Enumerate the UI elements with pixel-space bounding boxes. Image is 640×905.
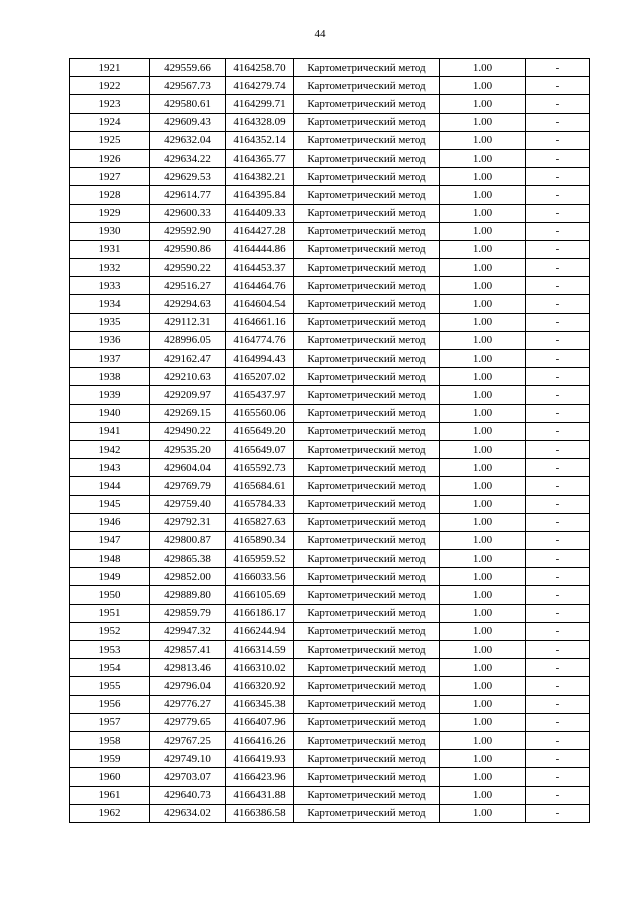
method-cell: Картометрический метод [294,277,440,295]
point-number-cell: 1927 [70,168,150,186]
description-cell: - [526,622,590,640]
description-cell: - [526,204,590,222]
x-coordinate-cell: 429209.97 [150,386,226,404]
table-row [70,186,590,204]
x-coordinate-cell: 429852.00 [150,568,226,586]
accuracy-cell: 1.00 [440,677,526,695]
x-coordinate-cell: 429796.04 [150,677,226,695]
x-coordinate-cell: 429592.90 [150,222,226,240]
table-row [70,59,590,77]
method-cell: Картометрический метод [294,586,440,604]
x-coordinate-cell: 429490.22 [150,422,226,440]
y-coordinate-cell: 4164994.43 [226,350,294,368]
method-cell: Картометрический метод [294,768,440,786]
point-number-cell: 1936 [70,331,150,349]
table-row [70,568,590,586]
x-coordinate-cell: 429604.04 [150,459,226,477]
description-cell: - [526,77,590,95]
table-row [70,495,590,513]
x-coordinate-cell: 429634.02 [150,804,226,822]
description-cell: - [526,586,590,604]
description-cell: - [526,550,590,568]
description-cell: - [526,459,590,477]
point-number-cell: 1943 [70,459,150,477]
description-cell: - [526,131,590,149]
point-number-cell: 1961 [70,786,150,804]
point-number-cell: 1952 [70,622,150,640]
accuracy-cell: 1.00 [440,350,526,368]
table-row [70,786,590,804]
method-cell: Картометрический метод [294,404,440,422]
method-cell: Картометрический метод [294,440,440,458]
x-coordinate-cell: 429749.10 [150,750,226,768]
y-coordinate-cell: 4164453.37 [226,259,294,277]
table-row [70,240,590,258]
accuracy-cell: 1.00 [440,168,526,186]
accuracy-cell: 1.00 [440,768,526,786]
y-coordinate-cell: 4165784.33 [226,495,294,513]
accuracy-cell: 1.00 [440,750,526,768]
y-coordinate-cell: 4166407.96 [226,713,294,731]
method-cell: Картометрический метод [294,804,440,822]
accuracy-cell: 1.00 [440,531,526,549]
table-row [70,750,590,768]
x-coordinate-cell: 429947.32 [150,622,226,640]
y-coordinate-cell: 4165827.63 [226,513,294,531]
description-cell: - [526,277,590,295]
method-cell: Картометрический метод [294,513,440,531]
method-cell: Картометрический метод [294,259,440,277]
table-row [70,586,590,604]
x-coordinate-cell: 429535.20 [150,440,226,458]
point-number-cell: 1937 [70,350,150,368]
accuracy-cell: 1.00 [440,386,526,404]
point-number-cell: 1958 [70,731,150,749]
x-coordinate-cell: 429590.86 [150,240,226,258]
description-cell: - [526,604,590,622]
description-cell: - [526,513,590,531]
point-number-cell: 1959 [70,750,150,768]
table-row [70,459,590,477]
point-number-cell: 1944 [70,477,150,495]
x-coordinate-cell: 429859.79 [150,604,226,622]
method-cell: Картометрический метод [294,222,440,240]
description-cell: - [526,731,590,749]
y-coordinate-cell: 4166320.92 [226,677,294,695]
point-number-cell: 1931 [70,240,150,258]
point-number-cell: 1962 [70,804,150,822]
point-number-cell: 1929 [70,204,150,222]
accuracy-cell: 1.00 [440,440,526,458]
description-cell: - [526,386,590,404]
x-coordinate-cell: 429759.40 [150,495,226,513]
method-cell: Картометрический метод [294,695,440,713]
y-coordinate-cell: 4164328.09 [226,113,294,131]
method-cell: Картометрический метод [294,368,440,386]
table-row [70,331,590,349]
description-cell: - [526,331,590,349]
accuracy-cell: 1.00 [440,641,526,659]
point-number-cell: 1948 [70,550,150,568]
table-row [70,604,590,622]
y-coordinate-cell: 4166105.69 [226,586,294,604]
point-number-cell: 1945 [70,495,150,513]
method-cell: Картометрический метод [294,204,440,222]
description-cell: - [526,350,590,368]
x-coordinate-cell: 429813.46 [150,659,226,677]
table-row [70,768,590,786]
description-cell: - [526,295,590,313]
y-coordinate-cell: 4164661.16 [226,313,294,331]
method-cell: Картометрический метод [294,495,440,513]
description-cell: - [526,750,590,768]
x-coordinate-cell: 429210.63 [150,368,226,386]
accuracy-cell: 1.00 [440,568,526,586]
method-cell: Картометрический метод [294,313,440,331]
x-coordinate-cell: 429792.31 [150,513,226,531]
method-cell: Картометрический метод [294,786,440,804]
accuracy-cell: 1.00 [440,259,526,277]
table-row [70,149,590,167]
description-cell: - [526,695,590,713]
y-coordinate-cell: 4165959.52 [226,550,294,568]
table-row [70,168,590,186]
table-row [70,440,590,458]
point-number-cell: 1949 [70,568,150,586]
point-number-cell: 1925 [70,131,150,149]
accuracy-cell: 1.00 [440,131,526,149]
table-row [70,295,590,313]
method-cell: Картометрический метод [294,186,440,204]
y-coordinate-cell: 4164352.14 [226,131,294,149]
accuracy-cell: 1.00 [440,149,526,167]
table-row [70,368,590,386]
method-cell: Картометрический метод [294,750,440,768]
accuracy-cell: 1.00 [440,204,526,222]
table-row [70,550,590,568]
table-row [70,804,590,822]
point-number-cell: 1956 [70,695,150,713]
point-number-cell: 1935 [70,313,150,331]
table-row [70,77,590,95]
point-number-cell: 1933 [70,277,150,295]
accuracy-cell: 1.00 [440,313,526,331]
point-number-cell: 1950 [70,586,150,604]
table-row [70,95,590,113]
method-cell: Картометрический метод [294,641,440,659]
y-coordinate-cell: 4165684.61 [226,477,294,495]
table-row [70,277,590,295]
method-cell: Картометрический метод [294,350,440,368]
description-cell: - [526,222,590,240]
x-coordinate-cell: 429857.41 [150,641,226,659]
point-number-cell: 1922 [70,77,150,95]
point-number-cell: 1921 [70,59,150,77]
x-coordinate-cell: 429634.22 [150,149,226,167]
y-coordinate-cell: 4164604.54 [226,295,294,313]
y-coordinate-cell: 4164427.28 [226,222,294,240]
method-cell: Картометрический метод [294,240,440,258]
table-row [70,477,590,495]
y-coordinate-cell: 4165592.73 [226,459,294,477]
x-coordinate-cell: 429580.61 [150,95,226,113]
accuracy-cell: 1.00 [440,368,526,386]
description-cell: - [526,259,590,277]
y-coordinate-cell: 4164774.76 [226,331,294,349]
method-cell: Картометрический метод [294,386,440,404]
x-coordinate-cell: 429294.63 [150,295,226,313]
point-number-cell: 1938 [70,368,150,386]
method-cell: Картометрический метод [294,604,440,622]
description-cell: - [526,113,590,131]
y-coordinate-cell: 4165437.97 [226,386,294,404]
point-number-cell: 1940 [70,404,150,422]
description-cell: - [526,422,590,440]
x-coordinate-cell: 429162.47 [150,350,226,368]
point-number-cell: 1957 [70,713,150,731]
point-number-cell: 1926 [70,149,150,167]
table-row [70,641,590,659]
x-coordinate-cell: 429779.65 [150,713,226,731]
table-row [70,313,590,331]
method-cell: Картометрический метод [294,459,440,477]
method-cell: Картометрический метод [294,77,440,95]
description-cell: - [526,313,590,331]
accuracy-cell: 1.00 [440,477,526,495]
y-coordinate-cell: 4164382.21 [226,168,294,186]
method-cell: Картометрический метод [294,95,440,113]
y-coordinate-cell: 4166345.38 [226,695,294,713]
description-cell: - [526,495,590,513]
y-coordinate-cell: 4164409.33 [226,204,294,222]
accuracy-cell: 1.00 [440,95,526,113]
x-coordinate-cell: 429776.27 [150,695,226,713]
table-row [70,422,590,440]
point-number-cell: 1928 [70,186,150,204]
accuracy-cell: 1.00 [440,422,526,440]
y-coordinate-cell: 4166419.93 [226,750,294,768]
point-number-cell: 1960 [70,768,150,786]
y-coordinate-cell: 4166244.94 [226,622,294,640]
table-row [70,695,590,713]
y-coordinate-cell: 4165890.34 [226,531,294,549]
point-number-cell: 1941 [70,422,150,440]
description-cell: - [526,641,590,659]
table-row [70,204,590,222]
x-coordinate-cell: 429590.22 [150,259,226,277]
method-cell: Картометрический метод [294,659,440,677]
table-row [70,404,590,422]
y-coordinate-cell: 4164299.71 [226,95,294,113]
point-number-cell: 1932 [70,259,150,277]
y-coordinate-cell: 4166431.88 [226,786,294,804]
method-cell: Картометрический метод [294,331,440,349]
accuracy-cell: 1.00 [440,586,526,604]
method-cell: Картометрический метод [294,168,440,186]
accuracy-cell: 1.00 [440,550,526,568]
point-number-cell: 1939 [70,386,150,404]
method-cell: Картометрический метод [294,568,440,586]
x-coordinate-cell: 429559.66 [150,59,226,77]
x-coordinate-cell: 429865.38 [150,550,226,568]
method-cell: Картометрический метод [294,677,440,695]
method-cell: Картометрический метод [294,731,440,749]
accuracy-cell: 1.00 [440,713,526,731]
x-coordinate-cell: 429629.53 [150,168,226,186]
method-cell: Картометрический метод [294,713,440,731]
description-cell: - [526,531,590,549]
accuracy-cell: 1.00 [440,495,526,513]
accuracy-cell: 1.00 [440,786,526,804]
x-coordinate-cell: 429269.15 [150,404,226,422]
x-coordinate-cell: 429600.33 [150,204,226,222]
y-coordinate-cell: 4165560.06 [226,404,294,422]
y-coordinate-cell: 4166314.59 [226,641,294,659]
point-number-cell: 1947 [70,531,150,549]
y-coordinate-cell: 4164258.70 [226,59,294,77]
point-number-cell: 1951 [70,604,150,622]
accuracy-cell: 1.00 [440,77,526,95]
description-cell: - [526,240,590,258]
method-cell: Картометрический метод [294,531,440,549]
x-coordinate-cell: 429614.77 [150,186,226,204]
point-number-cell: 1953 [70,641,150,659]
accuracy-cell: 1.00 [440,659,526,677]
table-row [70,131,590,149]
description-cell: - [526,786,590,804]
point-number-cell: 1934 [70,295,150,313]
y-coordinate-cell: 4164444.86 [226,240,294,258]
accuracy-cell: 1.00 [440,240,526,258]
point-number-cell: 1954 [70,659,150,677]
method-cell: Картометрический метод [294,59,440,77]
description-cell: - [526,659,590,677]
description-cell: - [526,477,590,495]
y-coordinate-cell: 4166186.17 [226,604,294,622]
x-coordinate-cell: 429516.27 [150,277,226,295]
description-cell: - [526,677,590,695]
table-row [70,350,590,368]
accuracy-cell: 1.00 [440,459,526,477]
table-row [70,731,590,749]
point-number-cell: 1955 [70,677,150,695]
table-row [70,259,590,277]
point-number-cell: 1924 [70,113,150,131]
accuracy-cell: 1.00 [440,222,526,240]
x-coordinate-cell: 429112.31 [150,313,226,331]
x-coordinate-cell: 429769.79 [150,477,226,495]
y-coordinate-cell: 4166033.56 [226,568,294,586]
point-number-cell: 1923 [70,95,150,113]
y-coordinate-cell: 4164279.74 [226,77,294,95]
x-coordinate-cell: 429889.80 [150,586,226,604]
x-coordinate-cell: 429767.25 [150,731,226,749]
y-coordinate-cell: 4166386.58 [226,804,294,822]
accuracy-cell: 1.00 [440,113,526,131]
description-cell: - [526,713,590,731]
y-coordinate-cell: 4164464.76 [226,277,294,295]
x-coordinate-cell: 429640.73 [150,786,226,804]
method-cell: Картометрический метод [294,149,440,167]
accuracy-cell: 1.00 [440,731,526,749]
description-cell: - [526,804,590,822]
accuracy-cell: 1.00 [440,59,526,77]
description-cell: - [526,95,590,113]
x-coordinate-cell: 429609.43 [150,113,226,131]
table-row [70,386,590,404]
method-cell: Картометрический метод [294,477,440,495]
method-cell: Картометрический метод [294,295,440,313]
description-cell: - [526,149,590,167]
table-row [70,222,590,240]
accuracy-cell: 1.00 [440,404,526,422]
description-cell: - [526,768,590,786]
description-cell: - [526,186,590,204]
y-coordinate-cell: 4165207.02 [226,368,294,386]
accuracy-cell: 1.00 [440,622,526,640]
coordinates-table [69,58,590,823]
y-coordinate-cell: 4165649.07 [226,440,294,458]
description-cell: - [526,368,590,386]
description-cell: - [526,440,590,458]
y-coordinate-cell: 4164365.77 [226,149,294,167]
description-cell: - [526,59,590,77]
method-cell: Картометрический метод [294,550,440,568]
method-cell: Картометрический метод [294,622,440,640]
y-coordinate-cell: 4164395.84 [226,186,294,204]
y-coordinate-cell: 4166416.26 [226,731,294,749]
page-number: 44 [314,28,326,40]
table-row [70,113,590,131]
accuracy-cell: 1.00 [440,331,526,349]
point-number-cell: 1930 [70,222,150,240]
method-cell: Картометрический метод [294,422,440,440]
y-coordinate-cell: 4166310.02 [226,659,294,677]
table-row [70,531,590,549]
x-coordinate-cell: 429632.04 [150,131,226,149]
y-coordinate-cell: 4165649.20 [226,422,294,440]
accuracy-cell: 1.00 [440,277,526,295]
accuracy-cell: 1.00 [440,695,526,713]
accuracy-cell: 1.00 [440,295,526,313]
point-number-cell: 1942 [70,440,150,458]
x-coordinate-cell: 428996.05 [150,331,226,349]
x-coordinate-cell: 429800.87 [150,531,226,549]
method-cell: Картометрический метод [294,131,440,149]
point-number-cell: 1946 [70,513,150,531]
accuracy-cell: 1.00 [440,804,526,822]
description-cell: - [526,568,590,586]
x-coordinate-cell: 429703.07 [150,768,226,786]
table-row [70,513,590,531]
table-row [70,677,590,695]
accuracy-cell: 1.00 [440,186,526,204]
description-cell: - [526,404,590,422]
description-cell: - [526,168,590,186]
accuracy-cell: 1.00 [440,513,526,531]
table-row [70,659,590,677]
table-row [70,713,590,731]
x-coordinate-cell: 429567.73 [150,77,226,95]
table-row [70,622,590,640]
method-cell: Картометрический метод [294,113,440,131]
y-coordinate-cell: 4166423.96 [226,768,294,786]
accuracy-cell: 1.00 [440,604,526,622]
coordinates-table-body [70,59,590,823]
